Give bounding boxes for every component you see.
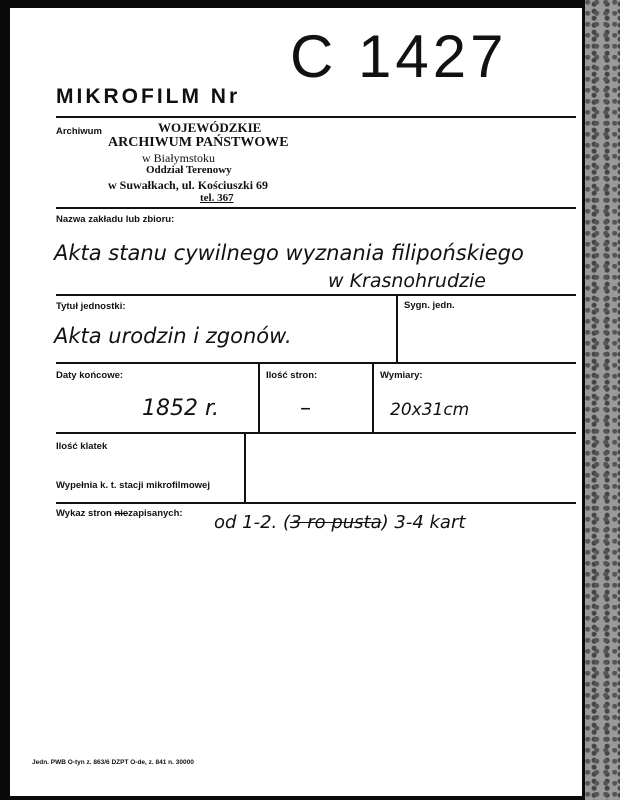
archive-label: Archiwum (56, 126, 102, 137)
rule-dates (56, 432, 576, 434)
divider-frames (244, 432, 246, 502)
frames-label: Ilość klatek (56, 441, 108, 452)
stamp-line-3: w Białymstoku (142, 151, 216, 165)
blank-pages-label-prefix: Wykaz stron (56, 508, 115, 519)
unit-title-label: Tytuł jednostki: (56, 301, 126, 312)
rule-unit (56, 362, 576, 364)
mikrofilm-label: MIKROFILM Nr (56, 85, 241, 108)
pages-value: – (300, 396, 311, 421)
stamp-line-1: WOJEWÓDZKIE (158, 120, 262, 135)
dimensions-value: 20x31cm (390, 400, 470, 420)
collection-line-1: Akta stanu cywilnego wyznania filipońskiego (54, 241, 524, 265)
rule-archive (56, 207, 576, 209)
dates-label: Daty końcowe: (56, 370, 124, 381)
blank-pages-value (214, 512, 465, 533)
collection-label: Nazwa zakładu lub zbioru: (56, 214, 175, 225)
microfilm-record-card (10, 8, 582, 796)
stamp-line-5: w Suwałkach, ul. Kościuszki 69 (108, 178, 269, 192)
film-edge (585, 0, 620, 800)
stamp-line-6: tel. 367 (200, 192, 234, 204)
rule-collection (56, 294, 576, 296)
microfilm-number: C 1427 (290, 23, 508, 90)
divider-sygn (396, 294, 398, 362)
blank-pages-label-suffix: zapisanych: (128, 508, 183, 519)
stamp-line-4: Oddział Terenowy (146, 164, 232, 176)
blank-pages-value-struck: 3 ro pusta (290, 512, 382, 533)
blank-pages-value-b: ) 3-4 kart (381, 512, 466, 533)
divider-pages (258, 362, 260, 432)
print-footer: Jedn. PWB O-tyn z. 863/6 DZPT O-de, z. 841 n. 30000 (32, 759, 194, 766)
divider-dimensions (372, 362, 374, 432)
unit-title-value: Akta urodzin i zgonów. (54, 324, 292, 348)
dates-value: 1852 r. (142, 396, 219, 421)
dimensions-label: Wymiary: (380, 370, 423, 381)
blank-pages-value-a: od 1-2. ( (214, 512, 291, 533)
sygn-label: Sygn. jedn. (404, 300, 455, 311)
filled-by-label: Wypełnia k. t. stacji mikrofilmowej (56, 480, 210, 491)
blank-pages-label-struck: nie (114, 508, 129, 519)
stamp-line-2: ARCHIWUM PAŃSTWOWE (108, 135, 289, 150)
rule-frames (56, 502, 576, 504)
blank-pages-label (56, 508, 183, 519)
header-rule (56, 116, 576, 118)
collection-line-2: w Krasnohrudzie (328, 270, 486, 292)
pages-label: Ilość stron: (266, 370, 318, 381)
